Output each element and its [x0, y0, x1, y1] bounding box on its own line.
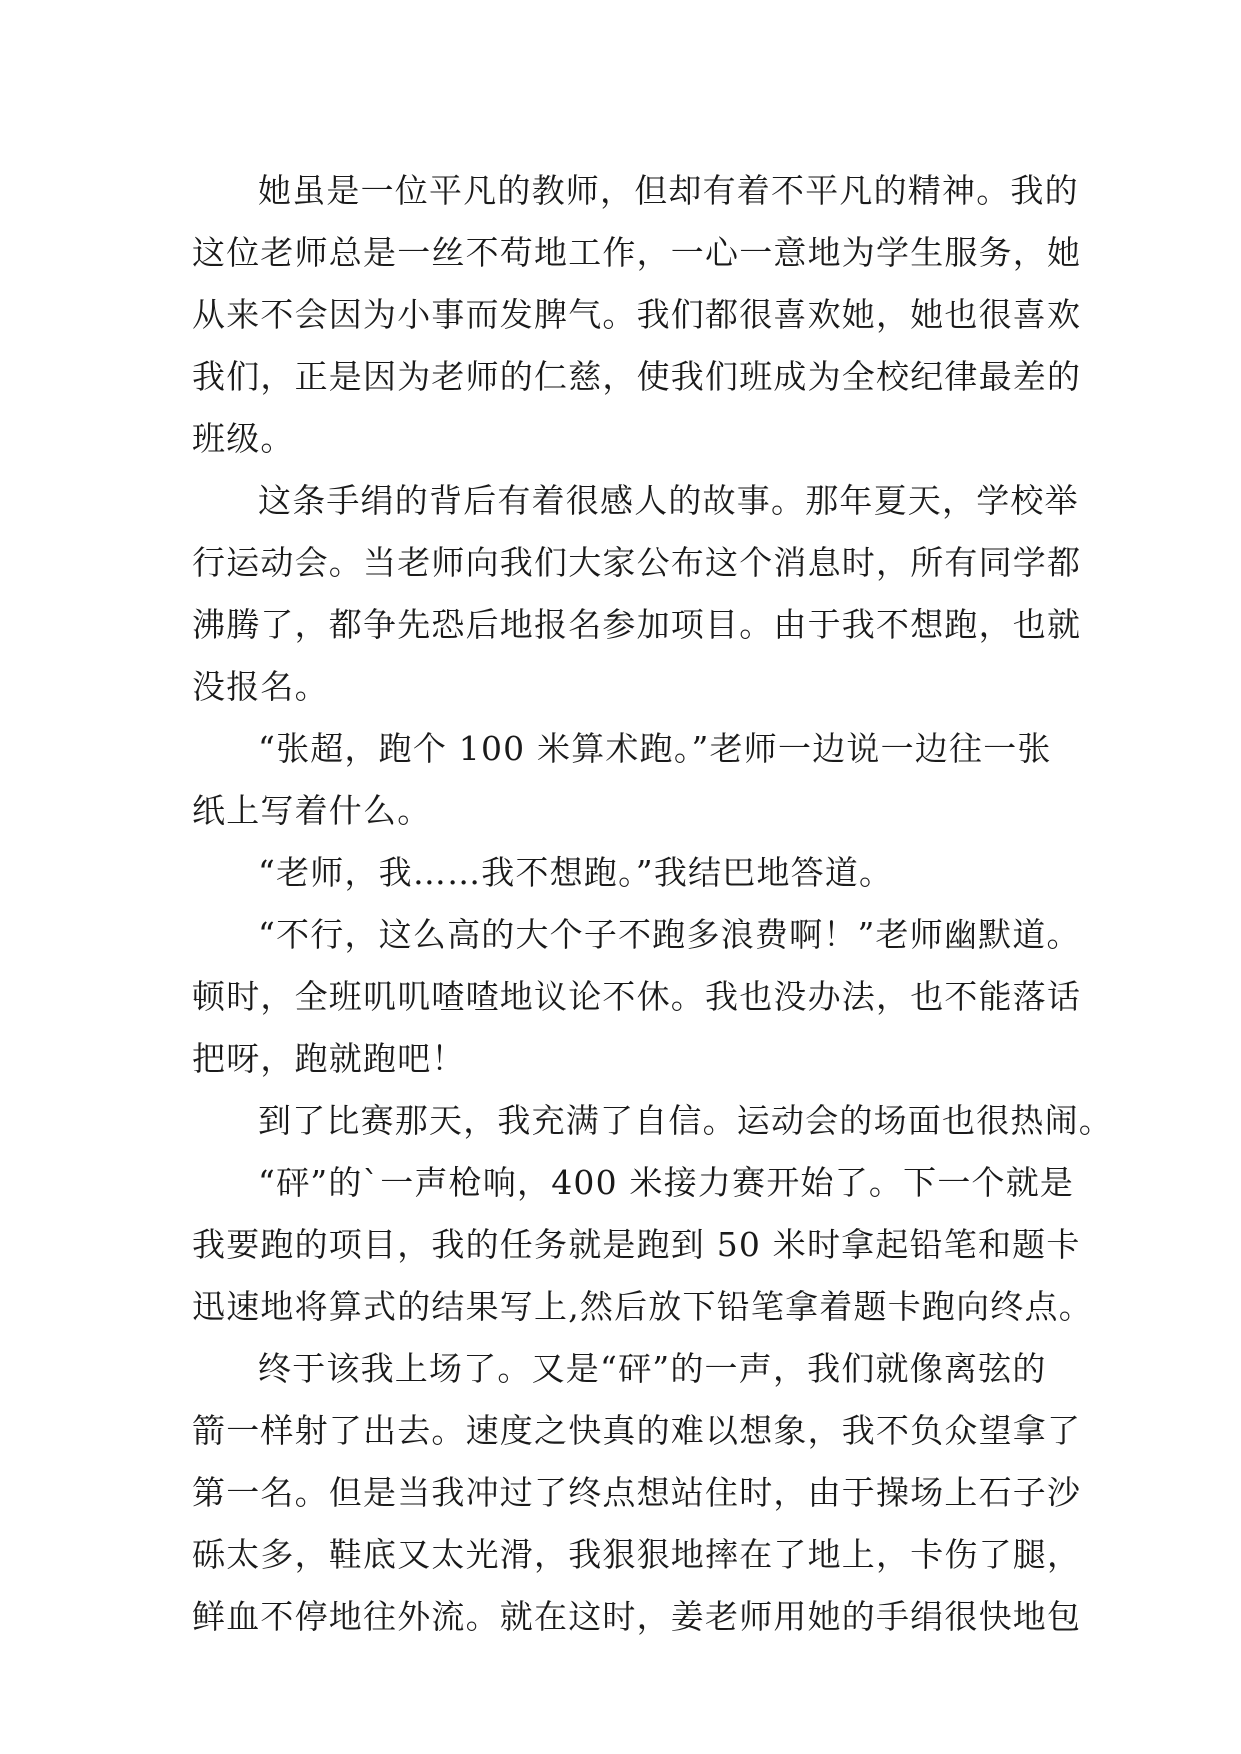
text-line: 迅速地将算式的结果写上,然后放下铅笔拿着题卡跑向终点。	[192, 1287, 1093, 1326]
text-line: “老师，我……我不想跑。”我结巴地答道。	[258, 853, 894, 892]
text-line: 这位老师总是一丝不苟地工作，一心一意地为学生服务，她	[192, 233, 1082, 272]
text-line: 到了比赛那天，我充满了自信。运动会的场面也很热闹。	[258, 1101, 1113, 1140]
text-line: 我们，正是因为老师的仁慈，使我们班成为全校纪律最差的	[192, 357, 1082, 396]
body-text	[192, 160, 1113, 1648]
text-line: “张超，跑个 100 米算术跑。”老师一边说一边往一张	[258, 729, 1052, 768]
text-line: 沸腾了，都争先恐后地报名参加项目。由于我不想跑，也就	[192, 605, 1082, 644]
text-line: 砾太多，鞋底又太光滑，我狠狠地摔在了地上，卡伤了腿，	[192, 1535, 1082, 1574]
text-line: 她虽是一位平凡的教师，但却有着不平凡的精神。我的	[258, 171, 1079, 210]
text-line: 我要跑的项目，我的任务就是跑到 50 米时拿起铅笔和题卡	[192, 1225, 1081, 1264]
text-line: 终于该我上场了。又是“砰”的一声，我们就像离弦的	[258, 1349, 1047, 1388]
text-line: 纸上写着什么。	[192, 791, 432, 830]
text-line: 班级。	[192, 419, 295, 458]
text-line: 鲜血不停地往外流。就在这时，姜老师用她的手绢很快地包	[192, 1597, 1082, 1636]
text-line: 箭一样射了出去。速度之快真的难以想象，我不负众望拿了	[192, 1411, 1082, 1450]
text-line: “不行，这么高的大个子不跑多浪费啊！”老师幽默道。	[258, 915, 1081, 954]
text-line: 把呀，跑就跑吧！	[192, 1039, 466, 1078]
text-line: 从来不会因为小事而发脾气。我们都很喜欢她，她也很喜欢	[192, 295, 1082, 334]
text-line: 顿时，全班叽叽喳喳地议论不休。我也没办法，也不能落话	[192, 977, 1082, 1016]
text-line: 没报名。	[192, 667, 329, 706]
text-line: “砰”的`一声枪响，400 米接力赛开始了。下一个就是	[258, 1163, 1075, 1202]
text-line: 行运动会。当老师向我们大家公布这个消息时，所有同学都	[192, 543, 1082, 582]
text-line: 这条手绢的背后有着很感人的故事。那年夏天，学校举	[258, 481, 1079, 520]
text-line: 第一名。但是当我冲过了终点想站住时，由于操场上石子沙	[192, 1473, 1082, 1512]
